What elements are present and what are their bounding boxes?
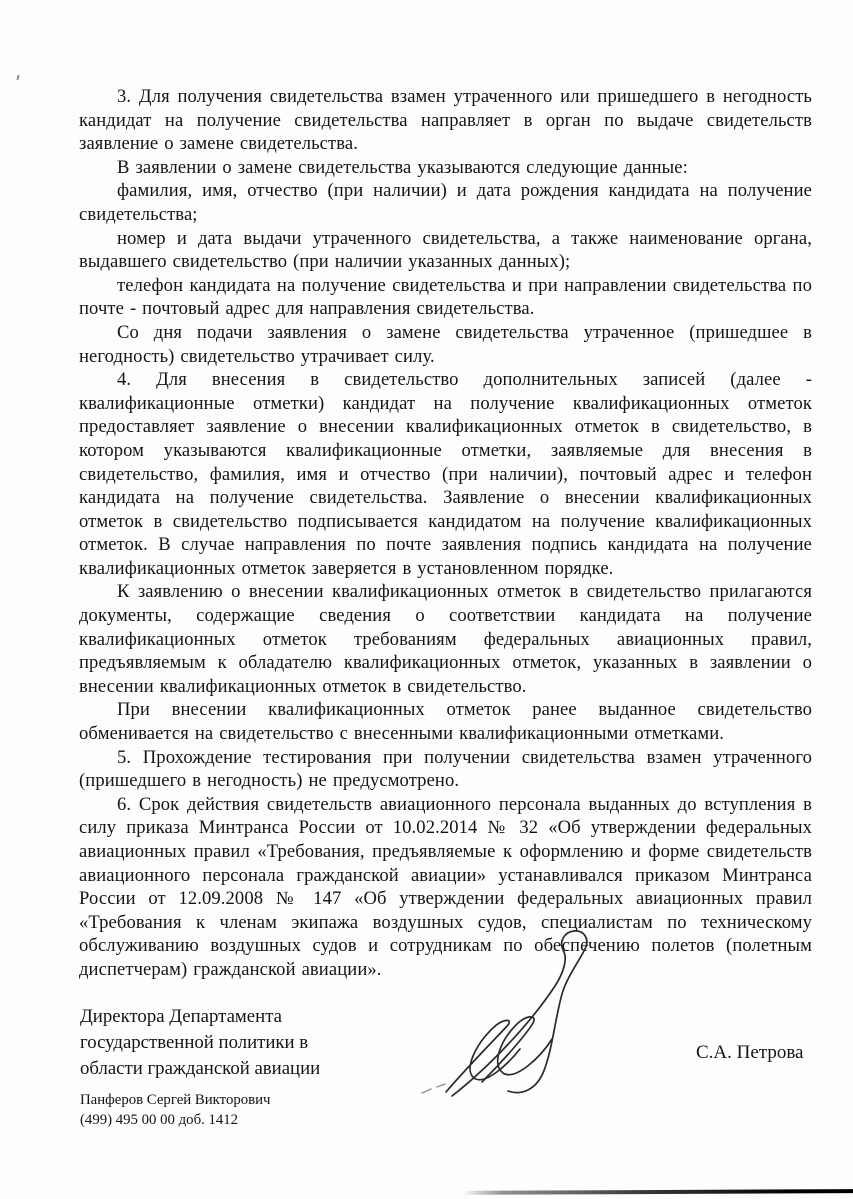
paragraph-item-4: 4. Для внесения в свидетельство дополнительных записей (далее - квалификационные отметки) кандидат на получение квалификационных отметок предоставляет заявление о внесении квалификационных отметок в свидетельство, в котором указываются квалификационные отметки, заявляемые для внесения в свидетельство, фамилия, имя и отчество (при наличии), почтовый адрес и телефон кандидата на получение свидетельства. Заявление о внесении квалификационных отметок в свидетельство подписывается кандидатом на получение квалификационных отметок. В случае направления по почте заявления подпись кандидата на получение квалификационных отметок заверяется в установленном порядке. — [79, 369, 812, 579]
scan-speck — [16, 75, 19, 80]
signoff-line-3: области гражданской авиации — [80, 1058, 321, 1079]
contact-name: Панферов Сергей Викторович — [80, 1092, 271, 1108]
scan-artifact-line — [462, 1189, 853, 1194]
paragraph-exchange: При внесении квалификационных отметок ранее выданное свидетельство обменивается на свидетельство с внесенными квалификационными отметками. — [79, 699, 812, 745]
signoff-line-2: государственной политики в — [80, 1032, 309, 1053]
paragraph-application-data-intro: В заявлении о замене свидетельства указываются следующие данные: — [117, 156, 688, 178]
signer-name: С.А. Петрова — [696, 1042, 804, 1063]
contact-phone: (499) 495 00 00 доб. 1412 — [80, 1111, 239, 1128]
paragraph-invalidation: Со дня подачи заявления о замене свидетельства утраченное (пришедшее в негодность) свидетельство утрачивает силу. — [79, 321, 812, 367]
signature-loop-b — [482, 1017, 552, 1082]
signoff-line-1: Директора Департамента — [80, 1006, 282, 1027]
signature-dashes — [422, 1084, 445, 1093]
signature-flourish — [412, 912, 612, 1107]
contact-block — [80, 1091, 270, 1130]
signoff-position-title — [80, 1004, 320, 1082]
paragraph-item-3: 3. Для получения свидетельства взамен утраченного или пришедшего в негодность кандидат на получение свидетельства направляет в орган по выдаче свидетельств заявление о замене свидетельства. — [79, 86, 812, 155]
paragraph-item-5: 5. Прохождение тестирования при получении свидетельства взамен утраченного (пришедшего в негодность) не предусмотрено. — [79, 746, 812, 792]
paragraph-name-dob: фамилия, имя, отчество (при наличии) и дата рождения кандидата на получение свидетельства; — [79, 180, 812, 225]
paragraph-attached-documents: К заявлению о внесении квалификационных отметок в свидетельство прилагаются документы, содержащие сведения о соответствии кандидата на получение квалификационных отметок требованиям федеральных авиационных правил, предъявляемым к обладателю квалификационных отметок, указанных в заявлении о внесении квалификационных отметок в свидетельство. — [79, 581, 812, 697]
paragraph-number-date: номер и дата выдачи утраченного свидетельства, а также наименование органа, выдавшего свидетельство (при наличии указанных данных); — [79, 227, 812, 273]
document-body — [79, 85, 812, 982]
paragraph-phone-address: телефон кандидата на получение свидетельства и при направлении свидетельства по почте - почтовый адрес для направления свидетельства. — [79, 274, 812, 320]
paragraph-item-6: 6. Срок действия свидетельств авиационного персонала выданных до вступления в силу приказа Минтранса России от 10.02.2014 № 32 «Об утверждении федеральных авиационных правил «Требования, предъявляемые к оформлению и форме свидетельств авиационного персонала гражданской авиации» устанавливался приказом Минтранса России от 12.09.2008 № 147 «Об утверждении федеральных авиационных правил «Требования к членам экипажа воздушных судов, специалистам по техническому обслуживанию воздушных судов и сотрудникам по обеспечению полетов (полетным диспетчерам) гражданской авиации». — [79, 793, 812, 980]
